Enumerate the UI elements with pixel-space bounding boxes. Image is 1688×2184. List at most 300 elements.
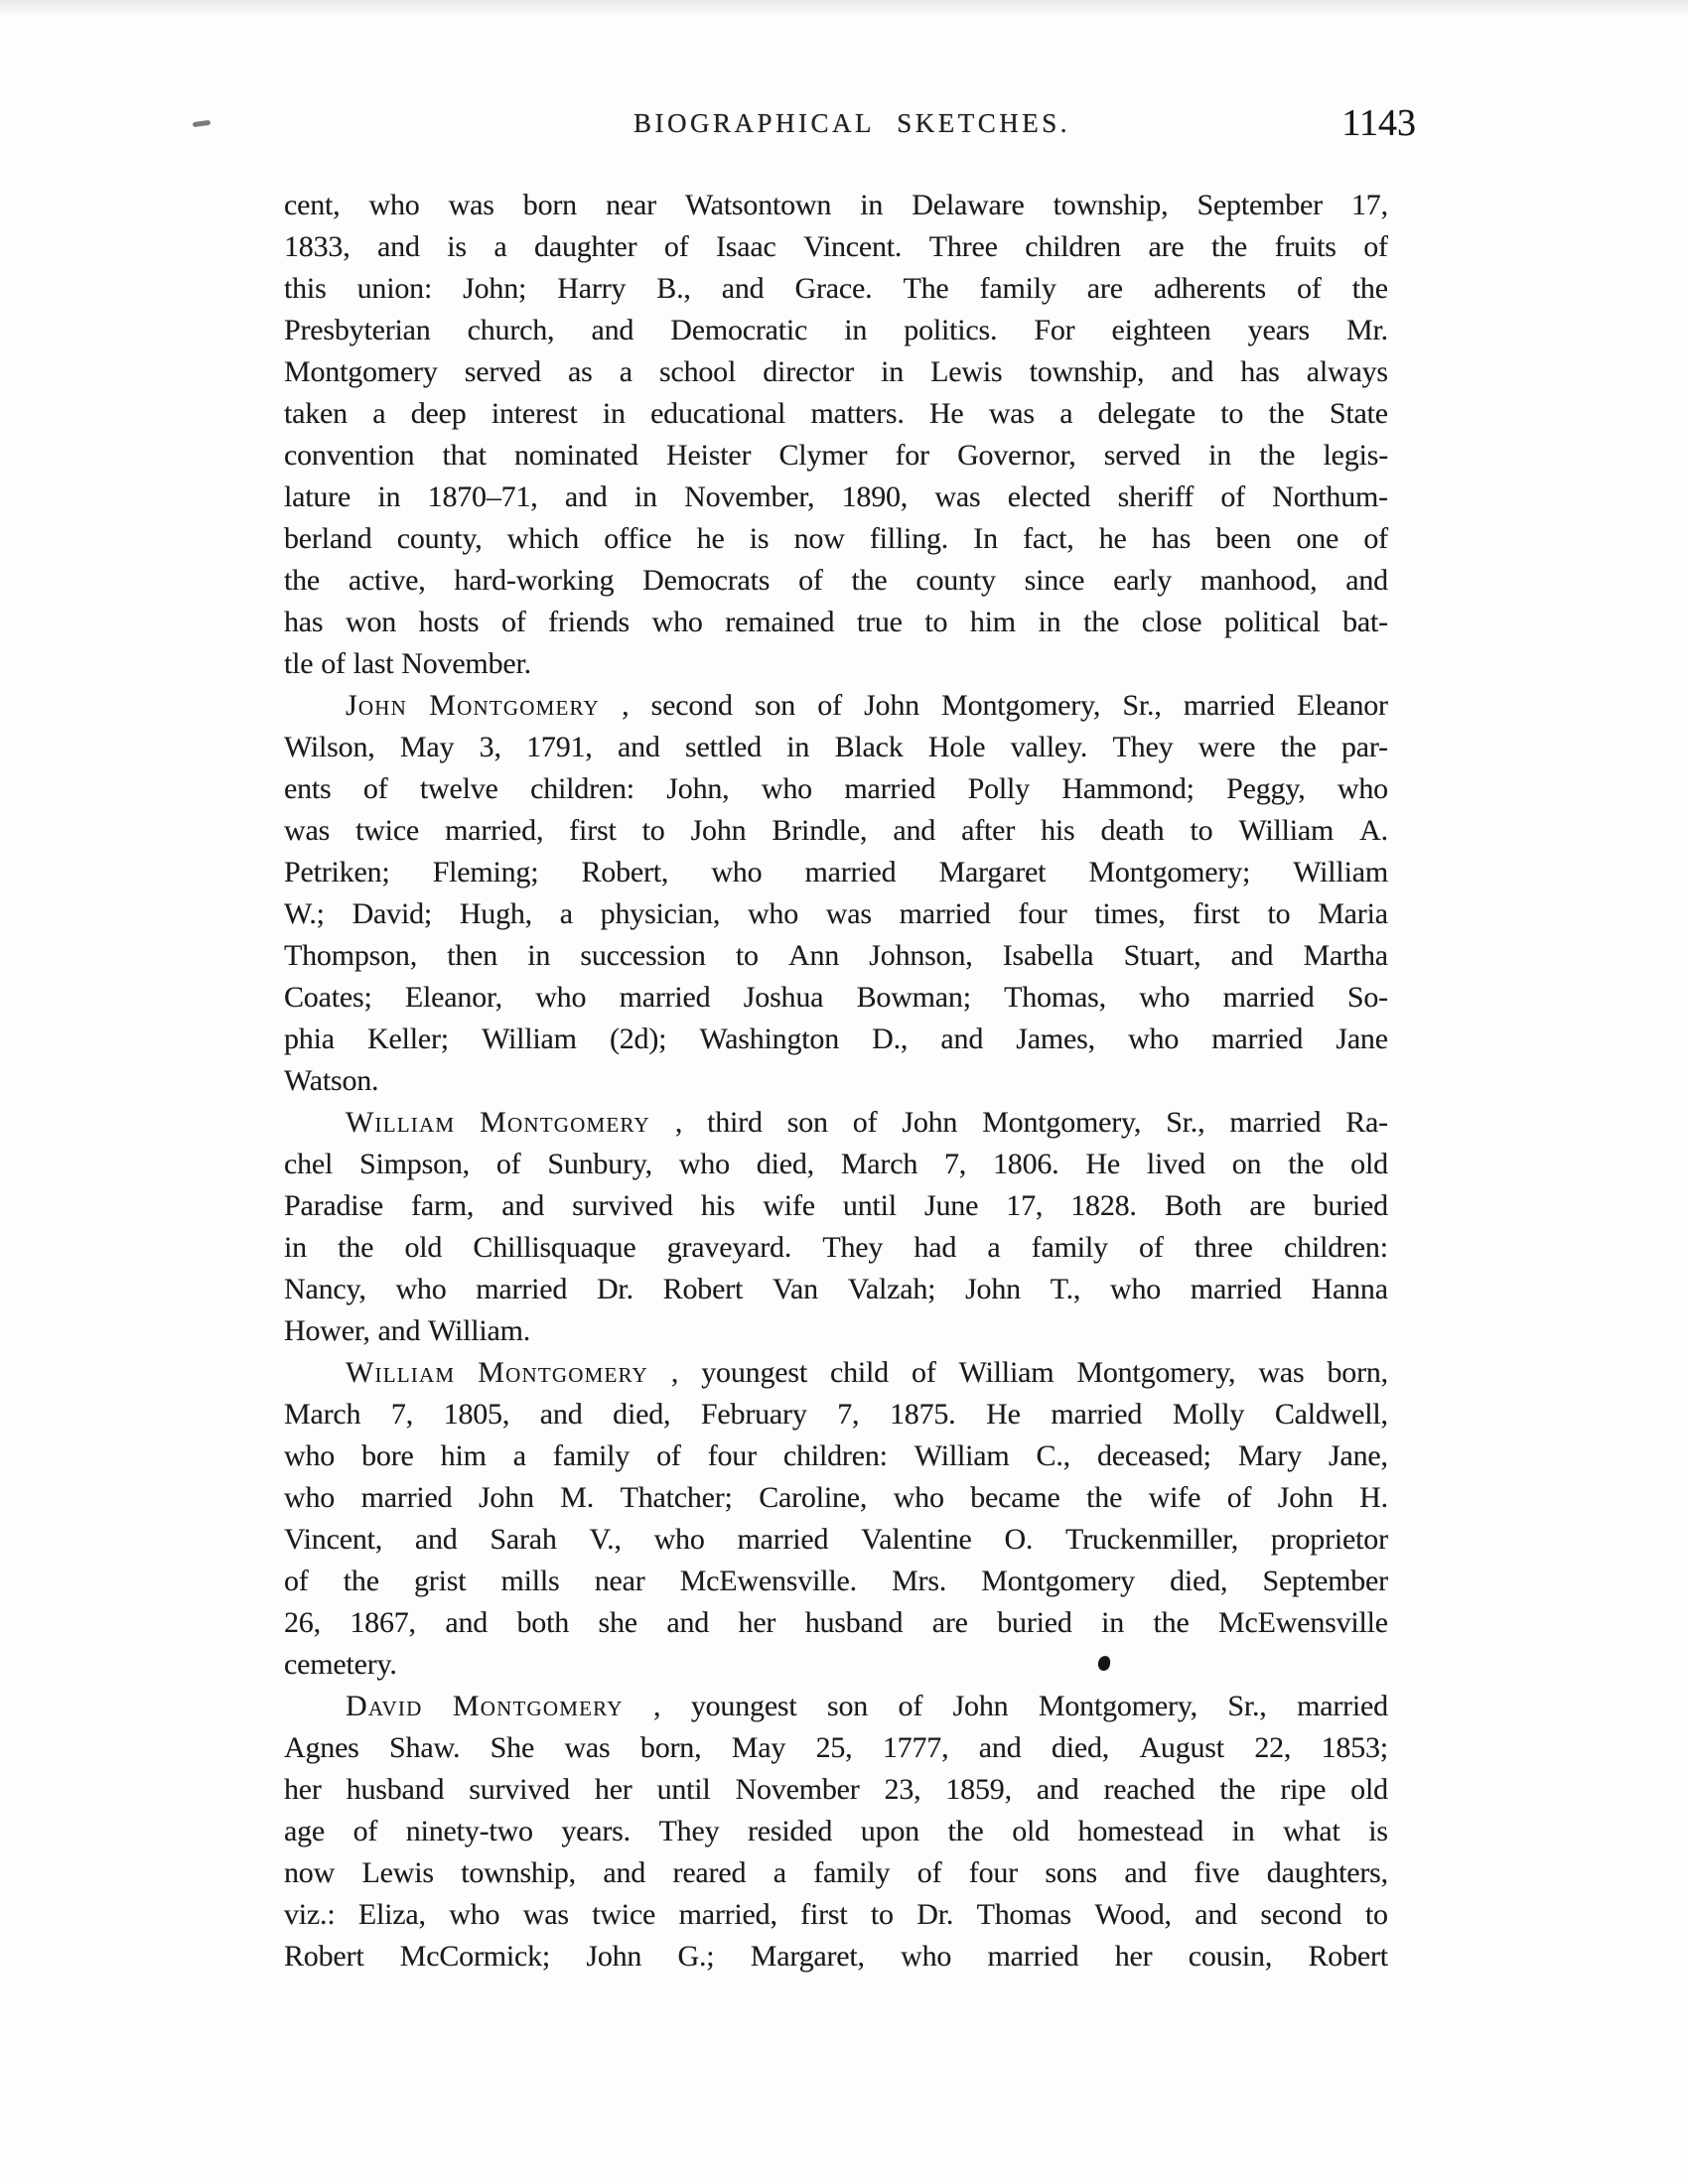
word: after: [961, 814, 1016, 847]
word: and: [1124, 1856, 1168, 1889]
word: married: [360, 1481, 453, 1514]
word: of: [1297, 272, 1322, 305]
word: wife: [763, 1189, 815, 1222]
word: 1791,: [526, 731, 593, 763]
word: ,: [653, 1690, 661, 1722]
word: and: [377, 230, 420, 263]
word: G.;: [677, 1940, 715, 1973]
word: and: [1195, 1898, 1237, 1931]
word: the: [1219, 1773, 1256, 1806]
word: educational: [650, 397, 786, 430]
word: children: [1025, 230, 1121, 263]
word: manhood,: [1199, 564, 1318, 597]
word: a: [493, 230, 507, 263]
word: Thomas,: [1004, 981, 1106, 1014]
word: who: [653, 1523, 705, 1556]
word: him: [969, 606, 1016, 638]
word: Jane,: [1329, 1439, 1388, 1472]
text-line: [284, 1227, 1388, 1269]
word: in: [284, 1231, 307, 1264]
word: children:: [1284, 1231, 1388, 1264]
word: John: [952, 1690, 1009, 1722]
text-line: [284, 1269, 1388, 1310]
word: years.: [561, 1815, 631, 1847]
word: Nancy,: [284, 1273, 366, 1305]
word: are: [1086, 272, 1123, 305]
word: served: [464, 355, 541, 388]
word: Wood,: [1094, 1898, 1172, 1931]
word: old: [404, 1231, 443, 1264]
word: Sr.,: [1122, 689, 1162, 722]
word: ripe: [1280, 1773, 1327, 1806]
text-line: [284, 768, 1388, 810]
word: Lewis: [930, 355, 1003, 388]
word: William.: [428, 1314, 531, 1347]
word: berland: [284, 522, 372, 555]
word: (2d);: [609, 1023, 667, 1055]
word: county,: [396, 522, 483, 555]
word: and: [617, 731, 660, 763]
text-line: [284, 685, 1388, 727]
word: and: [1345, 564, 1388, 597]
word: Montgomery,: [941, 689, 1101, 722]
word: Simpson,: [359, 1148, 470, 1180]
word: that: [442, 439, 487, 472]
word: family: [1031, 1231, 1108, 1264]
word: now: [793, 522, 845, 555]
word: born: [522, 189, 577, 221]
word: bore: [361, 1439, 414, 1472]
word: ,: [622, 689, 630, 722]
word: the: [1268, 397, 1305, 430]
word: in: [1208, 439, 1232, 472]
word: to: [1267, 897, 1291, 930]
word: close: [1141, 606, 1202, 638]
word: married: [476, 1273, 568, 1305]
word: Fleming;: [432, 856, 539, 888]
word: married: [899, 897, 991, 930]
word: 17,: [1006, 1189, 1044, 1222]
word: a: [512, 1439, 526, 1472]
word: Truckenmiller,: [1065, 1523, 1239, 1556]
word: a: [987, 1231, 1001, 1264]
paragraph-3: [284, 1102, 1388, 1352]
word: cemetery.: [284, 1648, 397, 1681]
word: was: [825, 897, 872, 930]
word: five: [1194, 1856, 1240, 1889]
word: William: [914, 1439, 1010, 1472]
word: Eleanor,: [404, 981, 502, 1014]
word: Valzah;: [847, 1273, 936, 1305]
word: son: [786, 1106, 828, 1139]
word: Sarah: [490, 1523, 557, 1556]
word: Stuart,: [1123, 939, 1201, 972]
word: 1853;: [1321, 1731, 1388, 1764]
word: grist: [414, 1565, 467, 1597]
word: sheriff: [1117, 480, 1195, 513]
word: first: [1193, 897, 1240, 930]
text-line: [284, 226, 1388, 268]
word: settled: [685, 731, 762, 763]
word: in: [1101, 1606, 1125, 1639]
word: are: [931, 1606, 968, 1639]
word: 1875.: [889, 1398, 956, 1431]
word: for: [895, 439, 929, 472]
word: true: [856, 606, 903, 638]
word: of: [798, 564, 823, 597]
word: Sr.,: [1227, 1690, 1267, 1722]
word: Hower,: [284, 1314, 370, 1347]
word: legis-: [1323, 439, 1388, 472]
word: and: [666, 1606, 710, 1639]
word: remained: [725, 606, 835, 638]
word: had: [914, 1231, 957, 1264]
word: Bowman;: [856, 981, 971, 1014]
word: nominated: [513, 439, 638, 472]
word: a: [372, 397, 386, 430]
word: Montgomery: [981, 1565, 1135, 1597]
word: union:: [356, 272, 433, 305]
word: November: [735, 1773, 860, 1806]
word: John: [864, 689, 919, 722]
word: and: [377, 1314, 421, 1347]
text-block: [284, 185, 1388, 1978]
word: age: [284, 1815, 326, 1847]
text-line: [284, 810, 1388, 852]
word: in: [786, 731, 810, 763]
word: John,: [666, 772, 730, 805]
text-line: [284, 1602, 1388, 1644]
word: farm,: [411, 1189, 475, 1222]
word: Dr.: [916, 1898, 954, 1931]
word: last: [352, 647, 394, 680]
word: John: [902, 1106, 958, 1139]
word: four: [968, 1856, 1018, 1889]
word: He: [1085, 1148, 1120, 1180]
word: married: [844, 772, 936, 805]
word: Peggy,: [1226, 772, 1306, 805]
text-line: [284, 268, 1388, 310]
word: was: [1258, 1356, 1305, 1389]
word: of: [1363, 522, 1388, 555]
word: 1828.: [1070, 1189, 1137, 1222]
word: early: [1113, 564, 1173, 597]
word: V.,: [589, 1523, 622, 1556]
word: of: [1363, 230, 1388, 263]
word: Montgomery,: [982, 1106, 1142, 1139]
word: her: [1114, 1940, 1153, 1973]
word: State: [1329, 397, 1388, 430]
word: Caldwell,: [1274, 1398, 1388, 1431]
word: who: [1110, 1273, 1162, 1305]
word: They: [658, 1815, 720, 1847]
word: a: [773, 1856, 786, 1889]
word: and: [1171, 355, 1214, 388]
word: the: [1259, 439, 1296, 472]
text-line: [284, 602, 1388, 643]
word: W.;: [284, 897, 325, 930]
word: Chillisquaque: [473, 1231, 636, 1264]
word: of: [284, 1565, 309, 1597]
word: taken: [284, 397, 348, 430]
word: as: [568, 355, 593, 388]
word: Vincent,: [284, 1523, 383, 1556]
word: reached: [1103, 1773, 1196, 1806]
word: and: [539, 1398, 583, 1431]
word: old: [1350, 1148, 1388, 1180]
word: matters.: [810, 397, 905, 430]
word: ,: [674, 1106, 683, 1139]
word: is: [447, 230, 467, 263]
word: physician,: [600, 897, 721, 930]
word: served: [1103, 439, 1181, 472]
word: valley.: [1010, 731, 1088, 763]
text-line: [284, 1686, 1388, 1727]
word: Vincent.: [803, 230, 903, 263]
margin-smudge-artifact: [193, 120, 211, 127]
word: and: [893, 814, 936, 847]
text-line: [284, 935, 1388, 977]
text-line: [284, 1769, 1388, 1811]
word: Keller;: [367, 1023, 449, 1055]
word: this: [284, 272, 327, 305]
word: Clymer: [778, 439, 868, 472]
word: succession: [580, 939, 706, 972]
word: of: [1226, 1481, 1252, 1514]
word: who: [678, 1148, 730, 1180]
word: survived: [469, 1773, 570, 1806]
word: Washington: [699, 1023, 840, 1055]
word: reared: [672, 1856, 747, 1889]
word: David;: [352, 897, 433, 930]
word: Sr.,: [1166, 1106, 1205, 1139]
word: Shaw.: [389, 1731, 461, 1764]
word: Margaret: [938, 856, 1047, 888]
text-line: [284, 435, 1388, 477]
word: are: [1148, 230, 1185, 263]
word: Ra-: [1345, 1106, 1388, 1139]
word: hosts: [418, 606, 480, 638]
word: Democrats: [642, 564, 771, 597]
word: family: [979, 272, 1056, 305]
word: children:: [530, 772, 634, 805]
word: the: [851, 564, 888, 597]
word: was: [934, 480, 981, 513]
word: Van: [772, 1273, 818, 1305]
text-line: [284, 1644, 1388, 1686]
paragraph-5: [284, 1686, 1388, 1978]
word: November,: [684, 480, 815, 513]
word: Dr.: [596, 1273, 633, 1305]
text-line: [284, 1060, 1388, 1102]
word: became: [970, 1481, 1060, 1514]
word: always: [1306, 355, 1388, 388]
word: 17,: [1351, 189, 1388, 221]
word: township,: [1029, 355, 1145, 388]
word: Isaac: [716, 230, 776, 263]
text-line: [284, 1310, 1388, 1352]
word: 22,: [1254, 1731, 1292, 1764]
word: Coates;: [284, 981, 372, 1014]
word: M.: [560, 1481, 595, 1514]
word: old: [1012, 1815, 1050, 1847]
word: convention: [284, 439, 415, 472]
word: children:: [782, 1439, 888, 1472]
word: Grace.: [794, 272, 873, 305]
word: proprietor: [1270, 1523, 1388, 1556]
word: phia: [284, 1023, 335, 1055]
word: Johnson,: [869, 939, 973, 972]
paragraph-1: [284, 185, 1388, 685]
word: then: [447, 939, 498, 972]
word: John: [965, 1273, 1021, 1305]
word: in: [1231, 1815, 1255, 1847]
word: three: [1194, 1231, 1253, 1264]
word: twice: [592, 1898, 656, 1931]
word: 1859,: [945, 1773, 1012, 1806]
word: The: [903, 272, 949, 305]
word: second: [1260, 1898, 1342, 1931]
word: For: [1034, 314, 1075, 346]
word: Sunbury,: [547, 1148, 652, 1180]
word: interest: [491, 397, 578, 430]
word: buried: [997, 1606, 1072, 1639]
word: who: [893, 1481, 944, 1514]
word: was: [988, 397, 1035, 430]
word: Mary: [1237, 1439, 1302, 1472]
text-line: [284, 1852, 1388, 1894]
text-line: [284, 1019, 1388, 1060]
word: the: [343, 1565, 379, 1597]
word: William: [1238, 814, 1335, 847]
word: of: [495, 1148, 521, 1180]
word: Polly: [967, 772, 1030, 805]
word: married: [737, 1523, 829, 1556]
word: and: [564, 480, 608, 513]
word: and: [501, 1189, 545, 1222]
word: Montgomery;: [1088, 856, 1251, 888]
word: Eleanor: [1296, 689, 1388, 722]
word: Hugh,: [459, 897, 532, 930]
word: son: [827, 1690, 869, 1722]
word: died,: [756, 1148, 814, 1180]
word: near: [594, 1565, 645, 1597]
word: is: [1368, 1815, 1388, 1847]
scan-edge-shading: [0, 0, 1688, 16]
word: 1777,: [882, 1731, 949, 1764]
text-line: [284, 185, 1388, 226]
word: Robert: [284, 1940, 364, 1973]
word: township,: [1053, 189, 1169, 221]
word: graveyard.: [666, 1231, 792, 1264]
word: who: [284, 1439, 336, 1472]
word: survived: [572, 1189, 673, 1222]
word: married: [987, 1940, 1079, 1973]
word: who: [1128, 1023, 1180, 1055]
word: Both: [1164, 1189, 1222, 1222]
word: Watson.: [284, 1064, 379, 1097]
word: Thatcher;: [620, 1481, 733, 1514]
word: T.,: [1050, 1273, 1081, 1305]
word: viz.:: [284, 1898, 336, 1931]
word: who: [535, 981, 587, 1014]
word: Heister: [666, 439, 752, 472]
word: Northum-: [1272, 480, 1388, 513]
word: buried: [1313, 1189, 1388, 1222]
word: times,: [1094, 897, 1166, 930]
word: 1833,: [284, 230, 351, 263]
word: who: [368, 189, 420, 221]
word: hard-working: [454, 564, 615, 597]
word: Harry: [557, 272, 627, 305]
word: Thomas: [976, 1898, 1072, 1931]
word: William: [346, 1356, 456, 1389]
word: husband: [804, 1606, 904, 1639]
word: near: [606, 189, 656, 221]
page-header: [284, 101, 1416, 149]
word: tle: [284, 647, 314, 680]
word: McEwensville.: [679, 1565, 857, 1597]
word: chel: [284, 1148, 334, 1180]
word: twice: [355, 814, 420, 847]
text-line: [284, 1352, 1388, 1394]
word: in: [860, 189, 884, 221]
word: They: [822, 1231, 884, 1264]
word: ,: [670, 1356, 679, 1389]
word: June: [924, 1189, 979, 1222]
word: daughter: [534, 230, 637, 263]
word: a: [1059, 397, 1073, 430]
text-line: [284, 727, 1388, 768]
word: child: [830, 1356, 889, 1389]
word: Mr.: [1346, 314, 1388, 346]
word: James,: [1016, 1023, 1095, 1055]
word: to: [1364, 1898, 1388, 1931]
word: resided: [747, 1815, 833, 1847]
word: old: [1350, 1773, 1388, 1806]
word: were: [1197, 731, 1256, 763]
word: third: [707, 1106, 763, 1139]
word: Jane: [1336, 1023, 1388, 1055]
word: in: [844, 314, 868, 346]
word: who: [284, 1481, 336, 1514]
word: He: [928, 397, 964, 430]
word: William: [958, 1356, 1055, 1389]
word: second: [650, 689, 733, 722]
word: ninety-two: [405, 1815, 533, 1847]
word: John;: [463, 272, 527, 305]
word: homestead: [1077, 1815, 1204, 1847]
word: Thompson,: [284, 939, 418, 972]
word: was: [448, 189, 494, 221]
word: Montgomery,: [1076, 1356, 1236, 1389]
word: elected: [1007, 480, 1091, 513]
word: deep: [410, 397, 467, 430]
word: August: [1139, 1731, 1224, 1764]
word: Martha: [1303, 939, 1388, 972]
word: married: [1297, 1690, 1388, 1722]
word: both: [516, 1606, 570, 1639]
word: her: [594, 1773, 633, 1806]
word: death: [1100, 814, 1165, 847]
word: 1870–71,: [427, 480, 538, 513]
word: born,: [639, 1731, 702, 1764]
word: youngest: [690, 1690, 797, 1722]
word: sons: [1045, 1856, 1097, 1889]
text-line: [284, 643, 1388, 685]
word: Molly: [1172, 1398, 1245, 1431]
word: Robert: [662, 1273, 744, 1305]
